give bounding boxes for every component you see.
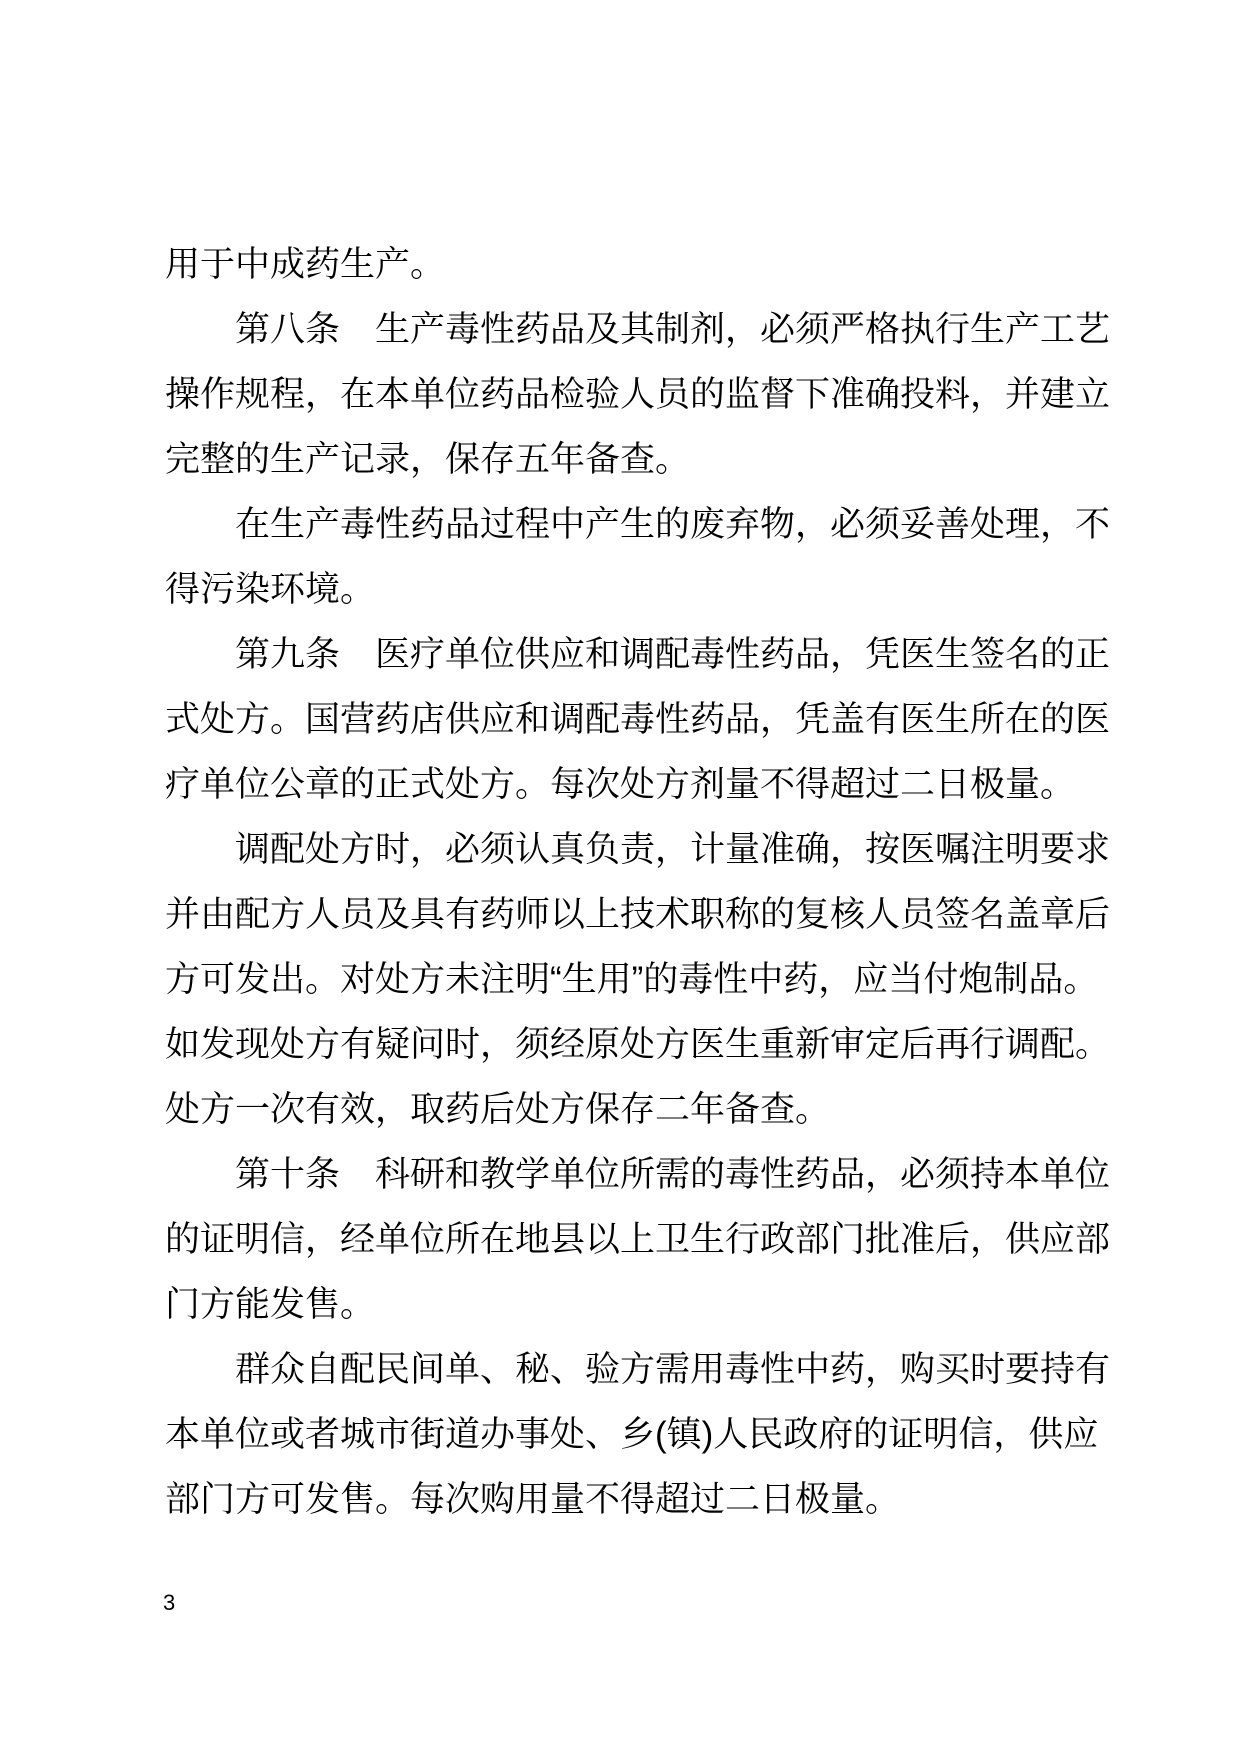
text-line: 在生产毒性药品过程中产生的废弃物，必须妥善处理，不	[235, 505, 1111, 544]
text-line: 处方一次有效，取药后处方保存二年备查。	[165, 1090, 831, 1129]
text-line: 得污染环境。	[165, 570, 376, 609]
text-line: 第十条 科研和教学单位所需的毒性药品，必须持本单位	[235, 1155, 1111, 1194]
text-line: 第八条 生产毒性药品及其制剂，必须严格执行生产工艺	[235, 310, 1111, 349]
page-number: 3	[163, 1590, 176, 1615]
text-line: 第九条 医疗单位供应和调配毒性药品，凭医生签名的正	[235, 635, 1111, 674]
text-line: 本单位或者城市街道办事处、乡(镇)人民政府的证明信，供应	[165, 1415, 1099, 1454]
text-line: 部门方可发售。每次购用量不得超过二日极量。	[165, 1480, 901, 1519]
text-line: 门方能发售。	[165, 1285, 376, 1324]
text-line: 方可发出。对处方未注明“生用”的毒性中药，应当付炮制品。	[165, 960, 1099, 999]
text-line: 调配处方时，必须认真负责，计量准确，按医嘱注明要求	[235, 830, 1111, 869]
text-line: 的证明信，经单位所在地县以上卫生行政部门批准后，供应部	[165, 1220, 1111, 1259]
text-line: 完整的生产记录，保存五年备查。	[165, 440, 691, 479]
text-line: 群众自配民间单、秘、验方需用毒性中药，购买时要持有	[235, 1350, 1111, 1389]
text-line: 用于中成药生产。	[165, 245, 446, 284]
text-line: 式处方。国营药店供应和调配毒性药品，凭盖有医生所在的医	[165, 700, 1111, 739]
text-line: 并由配方人员及具有药师以上技术职称的复核人员签名盖章后	[165, 895, 1111, 934]
text-line: 操作规程，在本单位药品检验人员的监督下准确投料，并建立	[165, 375, 1111, 414]
text-line: 如发现处方有疑问时，须经原处方医生重新审定后再行调配。	[165, 1025, 1111, 1064]
text-line: 疗单位公章的正式处方。每次处方剂量不得超过二日极量。	[165, 765, 1076, 804]
